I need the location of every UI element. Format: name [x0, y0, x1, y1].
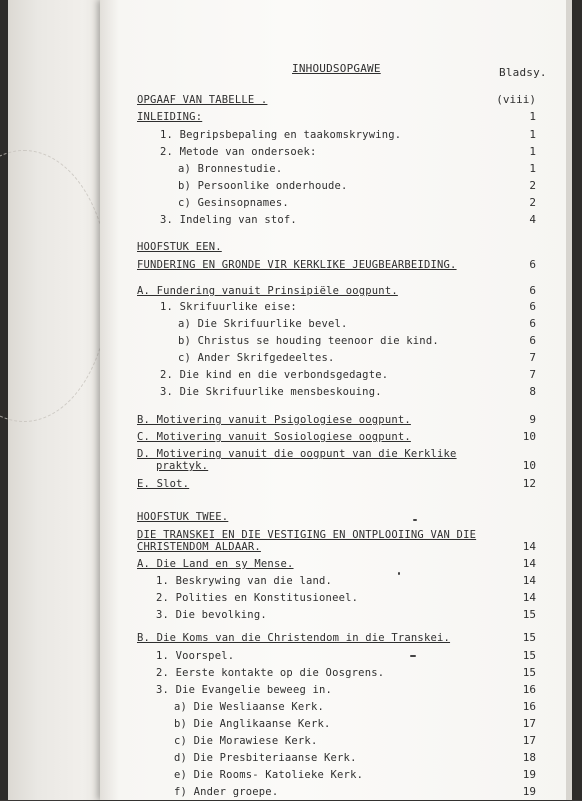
toc-page-number: 19 — [522, 785, 536, 798]
toc-page-number: (viii) — [496, 93, 536, 106]
toc-entry: a) Die Wesliaanse Kerk. — [174, 701, 324, 713]
page-column-label: Bladsy. — [499, 66, 547, 79]
toc-entry: 2. Die kind en die verbondsgedagte. — [160, 369, 389, 381]
toc-page-number: 14 — [522, 591, 536, 604]
toc-entry: INLEIDING: — [137, 111, 203, 123]
toc-page-number: 18 — [522, 751, 536, 764]
toc-page-number: 15 — [522, 631, 536, 644]
toc-entry: b) Christus se houding teenoor die kind. — [178, 335, 439, 347]
toc-entry: 1. Skrifuurlike eise: — [160, 301, 297, 313]
toc-entry: 1. Begripsbepaling en taakomskrywing. — [160, 129, 402, 141]
toc-page-number: 6 — [529, 334, 536, 347]
toc-entry: 1. Beskrywing van die land. — [156, 575, 333, 587]
toc-entry: a) Bronnestudie. — [178, 163, 283, 175]
toc-page-number: 15 — [522, 649, 536, 662]
toc-entry: 3. Indeling van stof. — [160, 214, 297, 226]
toc-entry: HOOFSTUK EEN. — [137, 241, 222, 253]
toc-page-number: 15 — [522, 608, 536, 621]
page-title: INHOUDSOPGAWE — [292, 62, 381, 75]
ink-speck — [413, 519, 417, 521]
toc-page-number: 2 — [529, 179, 536, 192]
faint-circle-mark — [0, 150, 110, 422]
toc-entry: f) Ander groepe. — [174, 786, 279, 798]
toc-page-number: 6 — [529, 317, 536, 330]
toc-entry: OPGAAF VAN TABELLE . — [137, 94, 268, 106]
toc-entry: C. Motivering vanuit Sosiologiese oogpunt. — [137, 431, 411, 443]
toc-page-number: 12 — [522, 477, 536, 490]
toc-page-number: 8 — [529, 385, 536, 398]
toc-entry: A. Fundering vanuit Prinsipiële oogpunt. — [137, 285, 398, 297]
toc-entry: FUNDERING EN GRONDE VIR KERKLIKE JEUGBEARBEIDING. — [137, 259, 457, 271]
toc-page-number: 6 — [529, 258, 536, 271]
toc-entry: A. Die Land en sy Mense. — [137, 558, 294, 570]
toc-entry: 3. Die bevolking. — [156, 609, 267, 621]
toc-page-number: 14 — [522, 540, 536, 553]
toc-page-number: 16 — [522, 683, 536, 696]
previous-page-edge — [8, 0, 108, 800]
toc-entry: c) Die Morawiese Kerk. — [174, 735, 318, 747]
toc-page-number: 19 — [522, 768, 536, 781]
toc-page-number: 14 — [522, 574, 536, 587]
toc-page-number: 17 — [522, 734, 536, 747]
toc-page-number: 6 — [529, 284, 536, 297]
toc-entry: E. Slot. — [137, 478, 190, 490]
toc-entry: c) Ander Skrifgedeeltes. — [178, 352, 335, 364]
toc-page-number: 1 — [529, 128, 536, 141]
toc-entry: 2. Polities en Konstitusioneel. — [156, 592, 359, 604]
toc-entry: 3. Die Skrifuurlike mensbeskouing. — [160, 386, 382, 398]
toc-entry: CHRISTENDOM ALDAAR. — [137, 541, 261, 553]
toc-entry: 2. Metode van ondersoek: — [160, 146, 317, 158]
toc-page-number: 7 — [529, 351, 536, 364]
toc-page-number: 10 — [522, 430, 536, 443]
toc-page-number: 16 — [522, 700, 536, 713]
toc-page-number: 2 — [529, 196, 536, 209]
toc-page-number: 17 — [522, 717, 536, 730]
toc-page-number: 9 — [529, 413, 536, 426]
toc-page-number: 7 — [529, 368, 536, 381]
toc-entry: DIE TRANSKEI EN DIE VESTIGING EN ONTPLOOIING VAN DIE — [137, 529, 477, 541]
toc-entry: B. Motivering vanuit Psigologiese oogpunt. — [137, 414, 411, 426]
toc-page-number: 10 — [522, 459, 536, 472]
toc-entry: B. Die Koms van die Christendom in die Transkei. — [137, 632, 451, 644]
toc-entry: d) Die Presbiteriaanse Kerk. — [174, 752, 357, 764]
toc-entry: praktyk. — [156, 460, 209, 472]
toc-page-number: 14 — [522, 557, 536, 570]
toc-entry: a) Die Skrifuurlike bevel. — [178, 318, 348, 330]
ink-speck — [398, 572, 400, 575]
toc-entry: 2. Eerste kontakte op die Oosgrens. — [156, 667, 385, 679]
toc-entry: 3. Die Evangelie beweeg in. — [156, 684, 333, 696]
page-right-edge — [566, 0, 572, 800]
toc-entry: D. Motivering vanuit die oogpunt van die Kerklike — [137, 448, 457, 460]
toc-page-number: 1 — [529, 110, 536, 123]
toc-entry: b) Die Anglikaanse Kerk. — [174, 718, 331, 730]
toc-entry: e) Die Rooms- Katolieke Kerk. — [174, 769, 364, 781]
toc-page-number: 1 — [529, 145, 536, 158]
toc-entry: c) Gesinsopnames. — [178, 197, 289, 209]
toc-page-number: 6 — [529, 300, 536, 313]
toc-page-number: 15 — [522, 666, 536, 679]
toc-entry: 1. Voorspel. — [156, 650, 235, 662]
toc-entry: b) Persoonlike onderhoude. — [178, 180, 348, 192]
ink-speck — [410, 655, 416, 657]
toc-entry: HOOFSTUK TWEE. — [137, 511, 229, 523]
toc-page-number: 1 — [529, 162, 536, 175]
toc-page-number: 4 — [529, 213, 536, 226]
